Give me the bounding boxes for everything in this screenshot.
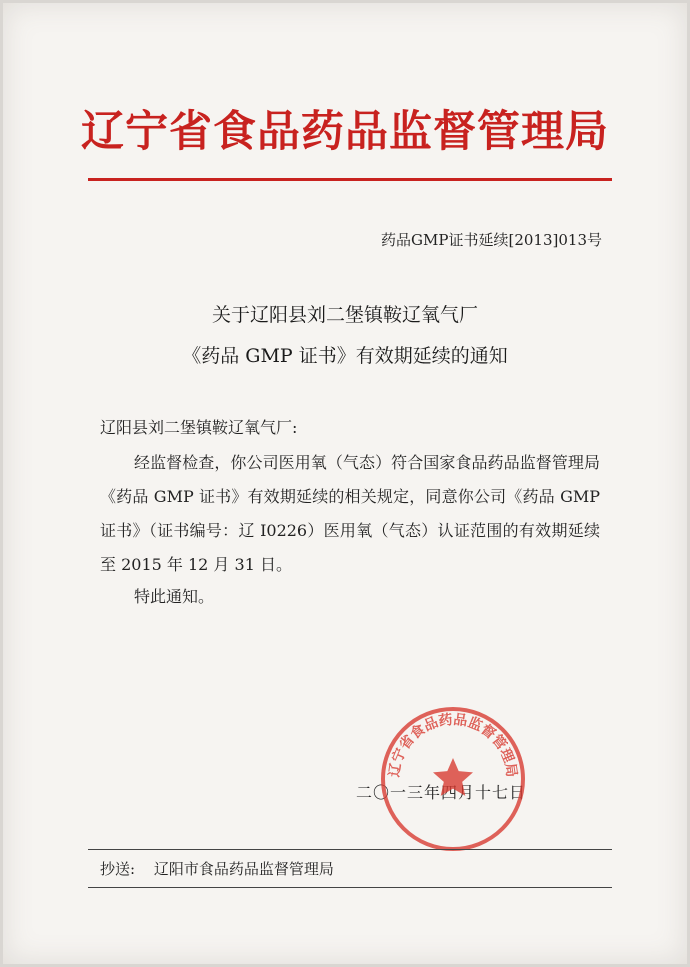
letterhead-red-rule	[88, 178, 612, 181]
closing-remark: 特此通知。	[134, 587, 215, 606]
addressee: 辽阳县刘二堡镇鞍辽氧气厂:	[100, 418, 298, 437]
official-seal-stamp	[378, 704, 528, 854]
body-paragraph: 经监督检查，你公司医用氧（气态）符合国家食品药品监督管理局《药品 GMP 证书》有效期延续的相关规定，同意你公司《药品 GMP 证书》（证书编号：辽 I0226）医用氧（气态）认证范围的有效期延续至 2015 年 12 月 31 日。	[100, 453, 600, 574]
notice-title-line2: 《药品 GMP 证书》有效期延续的通知	[182, 345, 508, 367]
seal-star-icon	[433, 758, 473, 796]
cc-top-rule	[88, 849, 612, 850]
seal-text: 辽宁省食品药品监督管理局	[386, 711, 520, 779]
notice-title-line1: 关于辽阳县刘二堡镇鞍辽氧气厂	[211, 304, 478, 326]
cc-line	[100, 858, 348, 879]
document-number: 药品GMP证书延续[2013]013号	[381, 231, 602, 249]
letterhead-title: 辽宁省食品药品监督管理局	[81, 107, 609, 157]
issue-date: 二〇一三年四月十七日	[356, 783, 527, 802]
cc-bottom-rule	[88, 887, 612, 888]
cc-recipient: 辽阳市食品药品监督管理局	[153, 860, 334, 878]
cc-label: 抄送:	[100, 860, 136, 878]
